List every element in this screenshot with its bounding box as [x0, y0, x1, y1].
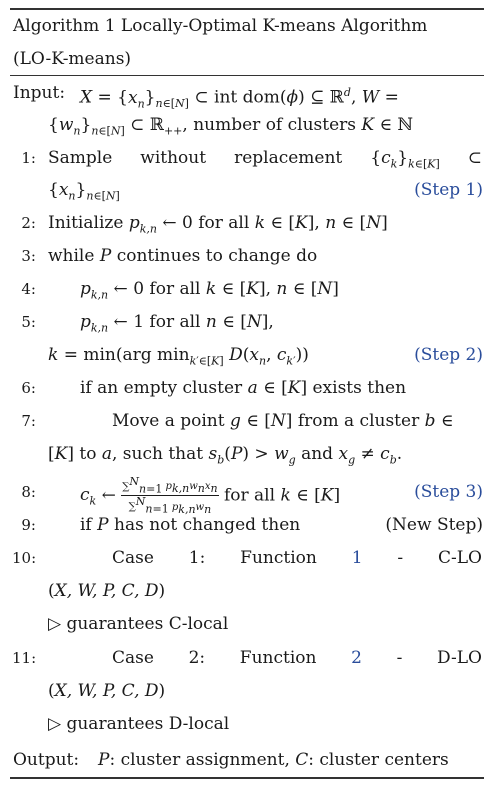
input-math-1: $X = \{x_n\}_{n\in[N]}$ ⊂ int dom(ϕ) ⊆ ℝ$^d$, W = [80, 86, 399, 111]
algo-line-10: 10: Case 1: Function 1 - C-LO [0, 542, 493, 574]
line8-text: $c_k$ ← $\frac{\sum^N_{n=1} p_{k,n}w_nx_n}{\sum^N_{n=1} p_{k,n}w_n}$ for all k ∈ [K] [80, 475, 341, 516]
line10-text: Case 1: Function 1 - C-LO [112, 548, 482, 568]
algo-line-9: 9: if P has not changed then (New Step) [0, 509, 493, 541]
line11-text: Case 2: Function 2 - D-LO [112, 648, 482, 668]
algo-line-2: 2: Initialize $p_{k,n}$ ← 0 for all k ∈ [K], n ∈ [N] [0, 207, 493, 239]
algo-line-5b: k = min(arg $\min_{k'\in[K]} D(x_n$, $c_{k'}$)) (Step 2) [0, 339, 493, 371]
line5-text: $p_{k,n}$ ← 1 for all n ∈ [N], [80, 312, 274, 335]
line1-text: Sample without replacement $\{c_k\}_{k\in[K]}$ ⊂ [48, 148, 482, 171]
algo-line-11c [0, 708, 493, 740]
algo-line-8: 8: $c_k$ ← $\frac{\sum^N_{n=1} p_{k,n}w_nx_n}{\sum^N_{n=1} p_{k,n}w_n}$ for all k ∈ [K] (Step 3) [0, 476, 493, 508]
line7-text: Move a point g ∈ [N] from a cluster b ∈ [112, 411, 454, 431]
output-line: Output: P: cluster assignment, C: cluster centers [0, 744, 493, 776]
line10-comment: ▷ guarantees C-local [48, 614, 229, 634]
line10-args: (X, W, P, C, D) [48, 581, 166, 601]
line3-text: while P continues to change do [48, 246, 318, 266]
line6-text: if an empty cluster a ∈ [K] exists then [80, 378, 407, 398]
algo-line-1b: $\{x_n\}_{n\in[N]}$ (Step 1) [0, 174, 493, 206]
algo-line-1: 1: Sample without replacement $\{c_k\}_{k\in[K]}$ ⊂ [0, 142, 493, 174]
bottom-rule [10, 777, 484, 779]
input-line-1: Input: $X = \{x_n\}_{n\in[N]}$ ⊂ int dom(ϕ) ⊆ ℝ$^d$, W = [0, 77, 493, 109]
algo-line-11: 11: Case 2: Function 2 - D-LO [0, 642, 493, 674]
algo-line-4: 4: $p_{k,n}$ ← 0 for all k ∈ [K], n ∈ [N] [0, 273, 493, 305]
line7-text-b: [K] to a, such that $s_b(P) > w_g$ and $x_g \ne c_b$. [48, 444, 403, 467]
input-line-2 [0, 109, 493, 141]
line11-comment: ▷ guarantees D-local [48, 714, 230, 734]
line11-args: (X, W, P, C, D) [48, 681, 166, 701]
caption-line-2: (LO-K-means) [13, 49, 132, 69]
output-text: P: cluster assignment, C: cluster centers [98, 750, 449, 770]
algo-line-10c [0, 608, 493, 640]
algo-line-3: 3: while P continues to change do [0, 240, 493, 272]
line4-text: $p_{k,n}$ ← 0 for all k ∈ [K], n ∈ [N] [80, 279, 339, 302]
centroid-fraction: $\frac{\sum^N_{n=1} p_{k,n}w_nx_n}{\sum^N_{n=1} p_{k,n}w_n}$ [122, 475, 218, 516]
algo-line-5: 5: $p_{k,n}$ ← 1 for all n ∈ [N], [0, 306, 493, 338]
caption-line-1: Algorithm 1 Locally-Optimal K-means Algorithm [13, 16, 428, 36]
algo-line-7b [0, 438, 493, 470]
algo-line-10b [0, 575, 493, 607]
line2-text: Initialize $p_{k,n}$ ← 0 for all k ∈ [K], n ∈ [N] [48, 213, 388, 236]
caption-rule [10, 75, 484, 76]
algo-line-7: 7: Move a point g ∈ [N] from a cluster b ∈ [0, 405, 493, 437]
input-math-2: $\{w_n\}_{n\in[N]}$ ⊂ ℝ$_{++}$, number of clusters K ∈ ℕ [48, 115, 414, 138]
algo-line-11b [0, 675, 493, 707]
line1-text-b: $\{x_n\}_{n\in[N]}$ [48, 180, 120, 203]
line9-text: if P has not changed then [80, 515, 301, 535]
algo-line-6: 6: if an empty cluster a ∈ [K] exists then [0, 372, 493, 404]
line5-text-b: k = min(arg $\min_{k'\in[K]} D(x_n$, $c_{k'}$)) [48, 345, 309, 368]
